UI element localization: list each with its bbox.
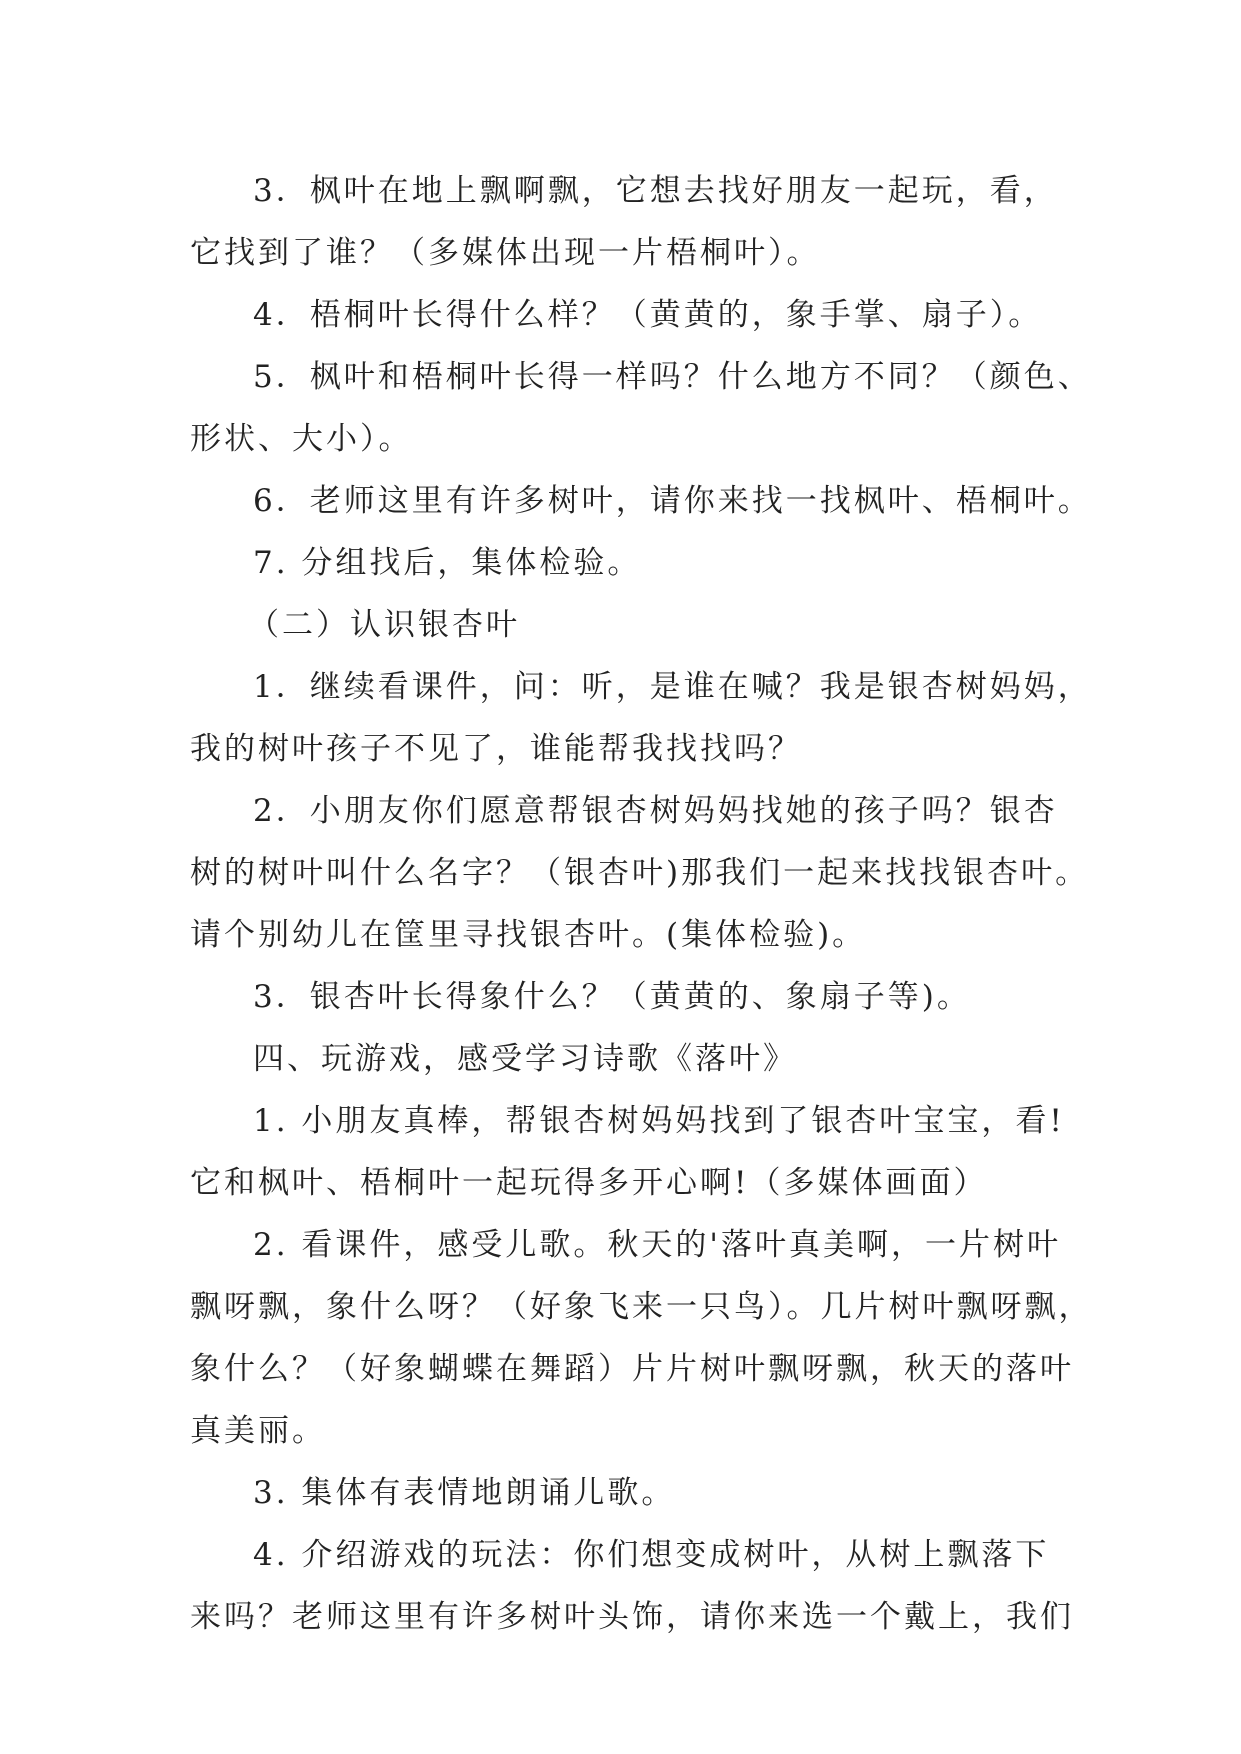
paragraph-line: 象什么？（好象蝴蝶在舞蹈）片片树叶飘呀飘，秋天的落叶 bbox=[190, 1351, 1074, 1387]
paragraph-line: 形状、大小）。 bbox=[190, 421, 413, 457]
paragraph-line: 4. 介绍游戏的玩法：你们想变成树叶，从树上飘落下 bbox=[253, 1537, 1050, 1573]
paragraph-line: 1．继续看课件，问：听，是谁在喊？我是银杏树妈妈， bbox=[253, 669, 1092, 705]
paragraph-line: 3. 集体有表情地朗诵儿歌。 bbox=[253, 1475, 676, 1511]
paragraph-line: 树的树叶叫什么名字？（银杏叶)那我们一起来找找银杏叶。 bbox=[190, 855, 1090, 891]
paragraph-line: 6．老师这里有许多树叶，请你来找一找枫叶、梧桐叶。 bbox=[253, 483, 1092, 519]
paragraph-line: 来吗？老师这里有许多树叶头饰，请你来选一个戴上，我们 bbox=[190, 1599, 1074, 1635]
section-heading: （二）认识银杏叶 bbox=[248, 607, 520, 643]
paragraph-line: 2．小朋友你们愿意帮银杏树妈妈找她的孩子吗？银杏 bbox=[253, 793, 1058, 829]
paragraph-line: 5．枫叶和梧桐叶长得一样吗？什么地方不同？（颜色、 bbox=[253, 359, 1092, 395]
paragraph-line: 它找到了谁？（多媒体出现一片梧桐叶）。 bbox=[190, 235, 821, 271]
paragraph-line: 2. 看课件，感受儿歌。秋天的'落叶真美啊，一片树叶 bbox=[253, 1227, 1061, 1263]
paragraph-line: 4．梧桐叶长得什么样？（黄黄的，象手掌、扇子）。 bbox=[253, 297, 1043, 333]
paragraph-line: 我的树叶孩子不见了，谁能帮我找找吗？ bbox=[190, 731, 802, 767]
paragraph-line: 真美丽。 bbox=[190, 1413, 326, 1449]
paragraph-line: 它和枫叶、梧桐叶一起玩得多开心啊!（多媒体画面） bbox=[190, 1165, 988, 1201]
paragraph-line: 请个别幼儿在筐里寻找银杏叶。(集体检验)。 bbox=[190, 917, 867, 953]
paragraph-line: 飘呀飘，象什么呀？（好象飞来一只鸟）。几片树叶飘呀飘， bbox=[190, 1289, 1093, 1325]
paragraph-line: 3．枫叶在地上飘啊飘，它想去找好朋友一起玩，看， bbox=[253, 173, 1058, 209]
paragraph-line: 7. 分组找后，集体检验。 bbox=[253, 545, 642, 581]
paragraph-line: 1. 小朋友真棒，帮银杏树妈妈找到了银杏叶宝宝，看! bbox=[253, 1103, 1065, 1139]
section-heading: 四、玩游戏，感受学习诗歌《落叶》 bbox=[253, 1041, 797, 1077]
document-body bbox=[190, 160, 1093, 1648]
paragraph-line: 3．银杏叶长得象什么？（黄黄的、象扇子等)。 bbox=[253, 979, 971, 1015]
